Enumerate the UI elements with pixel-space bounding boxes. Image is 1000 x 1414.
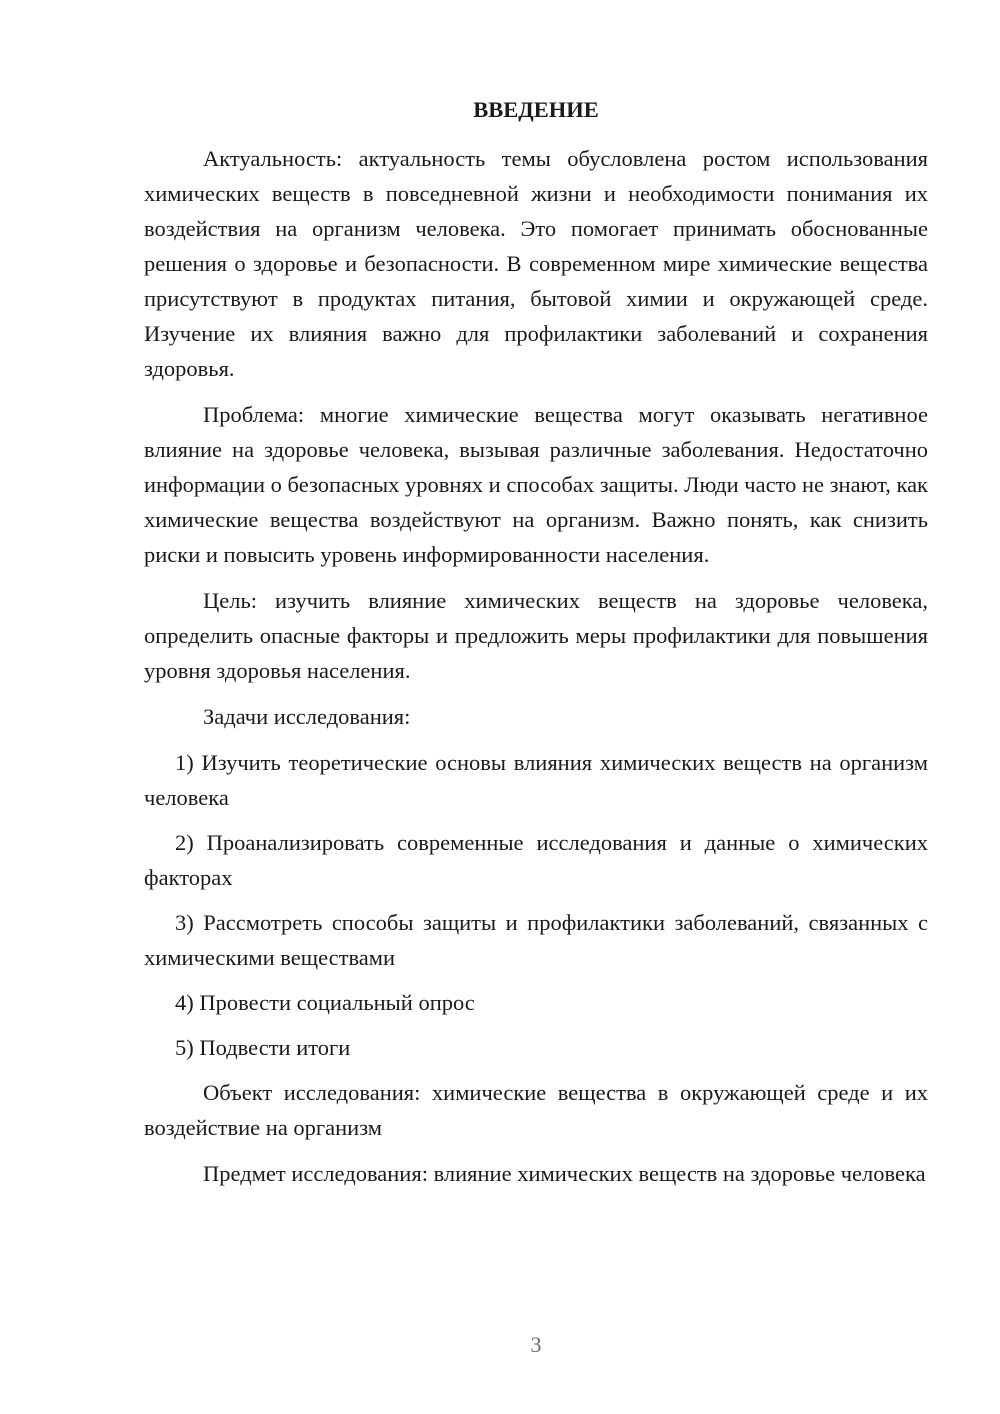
- tasks-heading: Задачи исследования:: [203, 704, 411, 729]
- page-number: 3: [530, 1332, 542, 1357]
- problem-paragraph: Проблема: многие химические вещества могут оказывать негативное влияние на здоровье человека, вызывая различные заболевания. Недостаточно информации о безопасных уровнях и способах защиты. Люди часто не знают, как химические вещества воздействуют на организм. Важно понять, как снизить риски и повысить уровень информированности населения.: [144, 402, 928, 567]
- section-title: ВВЕДЕНИЕ: [473, 97, 599, 122]
- subject-paragraph: Предмет исследования: влияние химических веществ на здоровье человека: [203, 1161, 926, 1186]
- list-item: 5) Подвести итоги: [175, 1035, 351, 1060]
- relevance-paragraph: Актуальность: актуальность темы обусловлена ростом использования химических веществ в повседневной жизни и необходимости понимания их воздействия на организм человека. Это помогает принимать обоснованные решения о здоровье и безопасности. В современном мире химические вещества присутствуют в продуктах питания, бытовой химии и окружающей среде. Изучение их влияния важно для профилактики заболеваний и сохранения здоровья.: [144, 146, 928, 381]
- list-item: 3) Рассмотреть способы защиты и профилактики заболеваний, связанных с химическими веществами: [144, 910, 928, 970]
- document-body: [144, 92, 928, 1202]
- list-item: 1) Изучить теоретические основы влияния химических веществ на организм человека: [144, 750, 928, 810]
- list-item: 4) Провести социальный опрос: [175, 990, 475, 1015]
- object-paragraph: Объект исследования: химические вещества в окружающей среде и их воздействие на организм: [144, 1080, 928, 1140]
- goal-paragraph: Цель: изучить влияние химических веществ на здоровье человека, определить опасные факторы и предложить меры профилактики для повышения уровня здоровья населения.: [144, 588, 928, 683]
- tasks-list: [144, 745, 928, 1065]
- list-item: 2) Проанализировать современные исследования и данные о химических факторах: [144, 830, 928, 890]
